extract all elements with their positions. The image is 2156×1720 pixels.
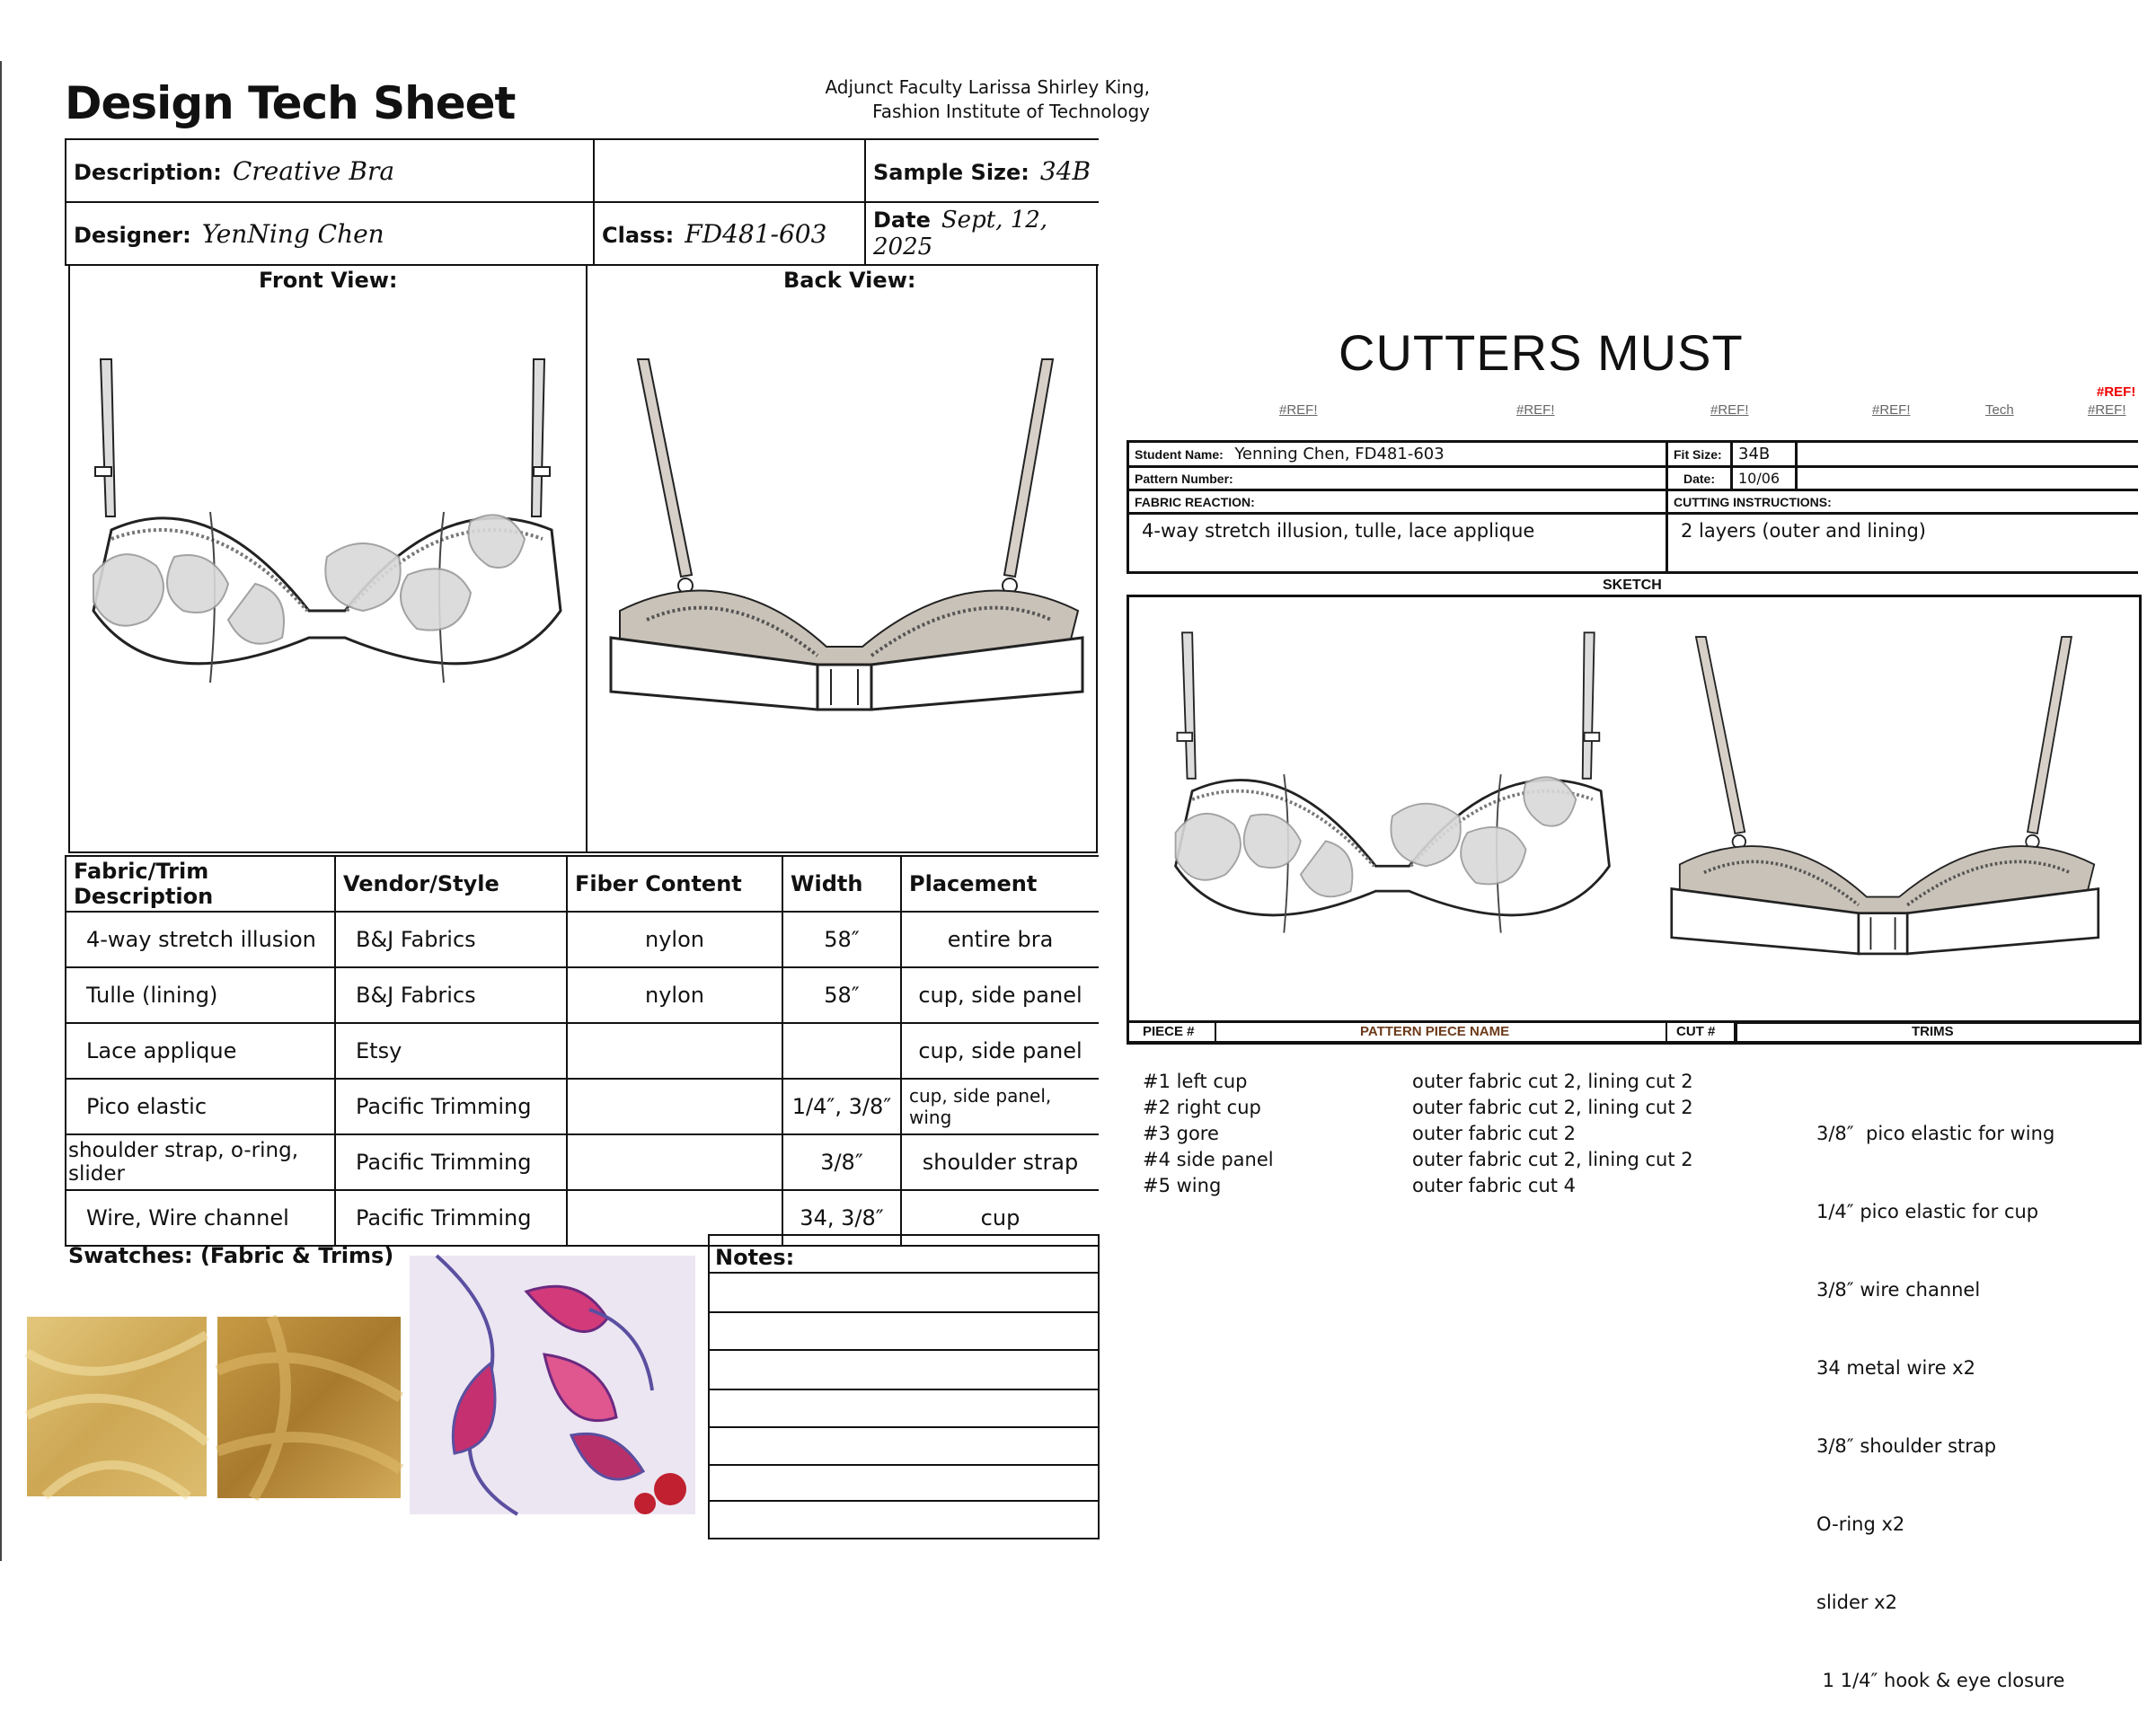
table-cell: 1/4″, 3/8″ — [782, 1079, 901, 1134]
table-cell — [567, 1134, 782, 1190]
table-cell: Etsy — [335, 1023, 567, 1079]
table-cell: 34, 3/8″ — [782, 1190, 901, 1246]
swatches-label: Swatches: (Fabric & Trims) — [68, 1243, 394, 1268]
table-cell: cup, side panel — [901, 1023, 1099, 1079]
tulle-swatch-dark — [217, 1317, 401, 1498]
list-item: O-ring x2 — [1816, 1513, 1905, 1535]
list-item: #3 gore — [1143, 1123, 1219, 1144]
table-row — [66, 1134, 1099, 1190]
table-cell: Pico elastic — [66, 1079, 335, 1134]
table-cell: nylon — [567, 967, 782, 1023]
list-item: #1 left cup — [1143, 1071, 1248, 1092]
table-row — [66, 1023, 1099, 1079]
list-item: #2 right cup — [1143, 1097, 1261, 1118]
tulle-swatch-light — [27, 1317, 207, 1496]
table-cell — [567, 1023, 782, 1079]
sheet-title: Design Tech Sheet — [65, 77, 516, 129]
table-cell: Pacific Trimming — [335, 1134, 567, 1190]
table-cell: shoulder strap, o-ring, slider — [66, 1134, 335, 1190]
student-name-label: Student Name: — [1135, 447, 1224, 462]
ref-cell: Tech — [1985, 402, 2014, 418]
fit-size-value: 34B — [1732, 442, 1797, 467]
pattern-number-label: Pattern Number: — [1128, 467, 1667, 490]
class-cell — [594, 202, 865, 265]
table-cell: Tulle (lining) — [66, 967, 335, 1023]
date-label: Date: — [1667, 467, 1732, 490]
cuts-list — [1412, 1069, 1693, 1199]
note-line — [710, 1389, 1100, 1390]
class-value: FD481-603 — [685, 218, 827, 249]
notes-box — [708, 1234, 1100, 1539]
sample-size-cell — [865, 139, 1099, 202]
class-label: Class: — [602, 222, 675, 248]
sample-size-value: 34B — [1039, 155, 1091, 186]
list-item: outer fabric cut 2, lining cut 2 — [1412, 1071, 1693, 1092]
ref-cell: #REF! — [1872, 402, 1911, 418]
designer-label: Designer: — [74, 222, 191, 248]
student-name-value: Yenning Chen, FD481-603 — [1234, 445, 1445, 463]
note-line — [710, 1234, 1100, 1236]
note-line — [710, 1500, 1100, 1502]
list-item: 34 metal wire x2 — [1816, 1357, 1975, 1379]
trims-list — [1816, 1069, 2064, 1720]
ref-error-red: #REF! — [2097, 384, 2136, 400]
col-header: Width — [782, 856, 901, 912]
sketch-label: SKETCH — [1603, 578, 1662, 593]
blank-cell — [594, 139, 865, 202]
trims-header: TRIMS — [1912, 1024, 1954, 1039]
note-line — [710, 1426, 1100, 1428]
table-cell: B&J Fabrics — [335, 912, 567, 967]
table-cell: 58″ — [782, 912, 901, 967]
pieces-list — [1143, 1069, 1274, 1199]
note-line — [710, 1311, 1100, 1313]
front-view-sketch — [75, 350, 579, 728]
list-item: 3/8″ wire channel — [1816, 1279, 1981, 1301]
ref-cell: #REF! — [1710, 402, 1749, 418]
pattern-table-header — [1127, 1020, 2142, 1044]
header-info-table — [65, 138, 1099, 266]
cutters-back-sketch — [1649, 629, 2116, 970]
col-header: Vendor/Style — [335, 856, 567, 912]
table-row — [66, 1079, 1099, 1134]
col-header: Fabric/Trim Description — [66, 856, 335, 912]
table-cell: nylon — [567, 912, 782, 967]
list-item: #5 wing — [1143, 1175, 1222, 1196]
ref-cell: #REF! — [1516, 402, 1555, 418]
credit-line-1: Adjunct Faculty Larissa Shirley King, — [825, 76, 1150, 98]
list-item: outer fabric cut 2 — [1412, 1123, 1577, 1144]
description-value: Creative Bra — [232, 155, 395, 186]
col-header: Fiber Content — [567, 856, 782, 912]
table-cell: Wire, Wire channel — [66, 1190, 335, 1246]
description-label: Description: — [74, 159, 222, 185]
table-cell: 58″ — [782, 967, 901, 1023]
table-cell: Pacific Trimming — [335, 1079, 567, 1134]
fabric-reaction-label: FABRIC REACTION: — [1128, 490, 1667, 514]
table-cell: entire bra — [901, 912, 1099, 967]
list-item: 3/8″ pico elastic for wing — [1816, 1123, 2055, 1144]
list-item: outer fabric cut 2, lining cut 2 — [1412, 1149, 1693, 1170]
table-row — [66, 967, 1099, 1023]
col-header: Placement — [901, 856, 1099, 912]
list-item: outer fabric cut 4 — [1412, 1175, 1577, 1196]
pattern-piece-name-header: PATTERN PIECE NAME — [1360, 1024, 1510, 1039]
cutting-instructions-cell — [1667, 514, 2138, 573]
table-cell: Lace applique — [66, 1023, 335, 1079]
credit-line-2: Fashion Institute of Technology — [872, 101, 1150, 122]
note-line — [710, 1464, 1100, 1466]
piece-number-header: PIECE # — [1143, 1024, 1195, 1039]
cutters-must-title: CUTTERS MUST — [1339, 324, 1744, 381]
ref-cell: #REF! — [2088, 402, 2126, 418]
description-cell — [66, 139, 594, 202]
date-value: 10/06 — [1732, 467, 1797, 490]
notes-label: Notes: — [715, 1245, 795, 1270]
front-view-label: Front View: — [259, 268, 398, 293]
list-item: 1/4″ pico elastic for cup — [1816, 1201, 2039, 1222]
fit-size-label: Fit Size: — [1667, 442, 1732, 467]
sample-size-label: Sample Size: — [873, 159, 1029, 185]
list-item: slider x2 — [1816, 1592, 1897, 1613]
date-cell — [865, 202, 1099, 265]
table-row — [66, 912, 1099, 967]
lace-applique-swatch — [410, 1256, 695, 1514]
cutters-front-sketch — [1159, 620, 1626, 979]
views-divider — [586, 264, 588, 853]
fabric-reaction-value: 4-way stretch illusion, tulle, lace applique — [1142, 520, 1535, 542]
list-item: outer fabric cut 2, lining cut 2 — [1412, 1097, 1693, 1118]
table-cell: 3/8″ — [782, 1134, 901, 1190]
table-cell: cup, side panel, wing — [901, 1079, 1099, 1134]
list-item: 3/8″ shoulder strap — [1816, 1435, 1997, 1457]
table-cell: cup — [901, 1190, 1099, 1246]
blank-cell — [1797, 467, 2138, 490]
table-cell — [782, 1023, 901, 1079]
cutting-instructions-label: CUTTING INSTRUCTIONS: — [1667, 490, 2138, 514]
student-name-cell — [1128, 442, 1667, 467]
table-cell: 4-way stretch illusion — [66, 912, 335, 967]
fabric-reaction-cell — [1128, 514, 1667, 573]
note-line — [710, 1349, 1100, 1351]
table-cell — [567, 1079, 782, 1134]
designer-cell — [66, 202, 594, 265]
fabric-table-header — [66, 856, 1099, 912]
fabric-trim-table — [65, 855, 1099, 1247]
page-left-border — [0, 61, 2, 1561]
date-label: Date — [873, 207, 931, 233]
designer-value: YenNing Chen — [201, 218, 384, 249]
table-cell: Pacific Trimming — [335, 1190, 567, 1246]
back-view-label: Back View: — [783, 268, 916, 293]
list-item: #4 side panel — [1143, 1149, 1274, 1170]
list-item: 1 1/4″ hook & eye closure — [1816, 1670, 2065, 1691]
cut-number-header: CUT # — [1676, 1024, 1716, 1039]
table-cell: shoulder strap — [901, 1134, 1099, 1190]
ref-cell: #REF! — [1279, 402, 1318, 418]
date-value: Sept, 12, 2025 — [873, 207, 1048, 260]
cutting-instructions-value: 2 layers (outer and lining) — [1681, 520, 1926, 542]
back-view-sketch — [593, 350, 1096, 728]
table-cell: B&J Fabrics — [335, 967, 567, 1023]
table-cell: cup, side panel — [901, 967, 1099, 1023]
credit-block — [808, 75, 1150, 124]
note-line — [710, 1272, 1100, 1274]
blank-cell — [1797, 442, 2138, 467]
cutters-info-table — [1127, 440, 2138, 574]
